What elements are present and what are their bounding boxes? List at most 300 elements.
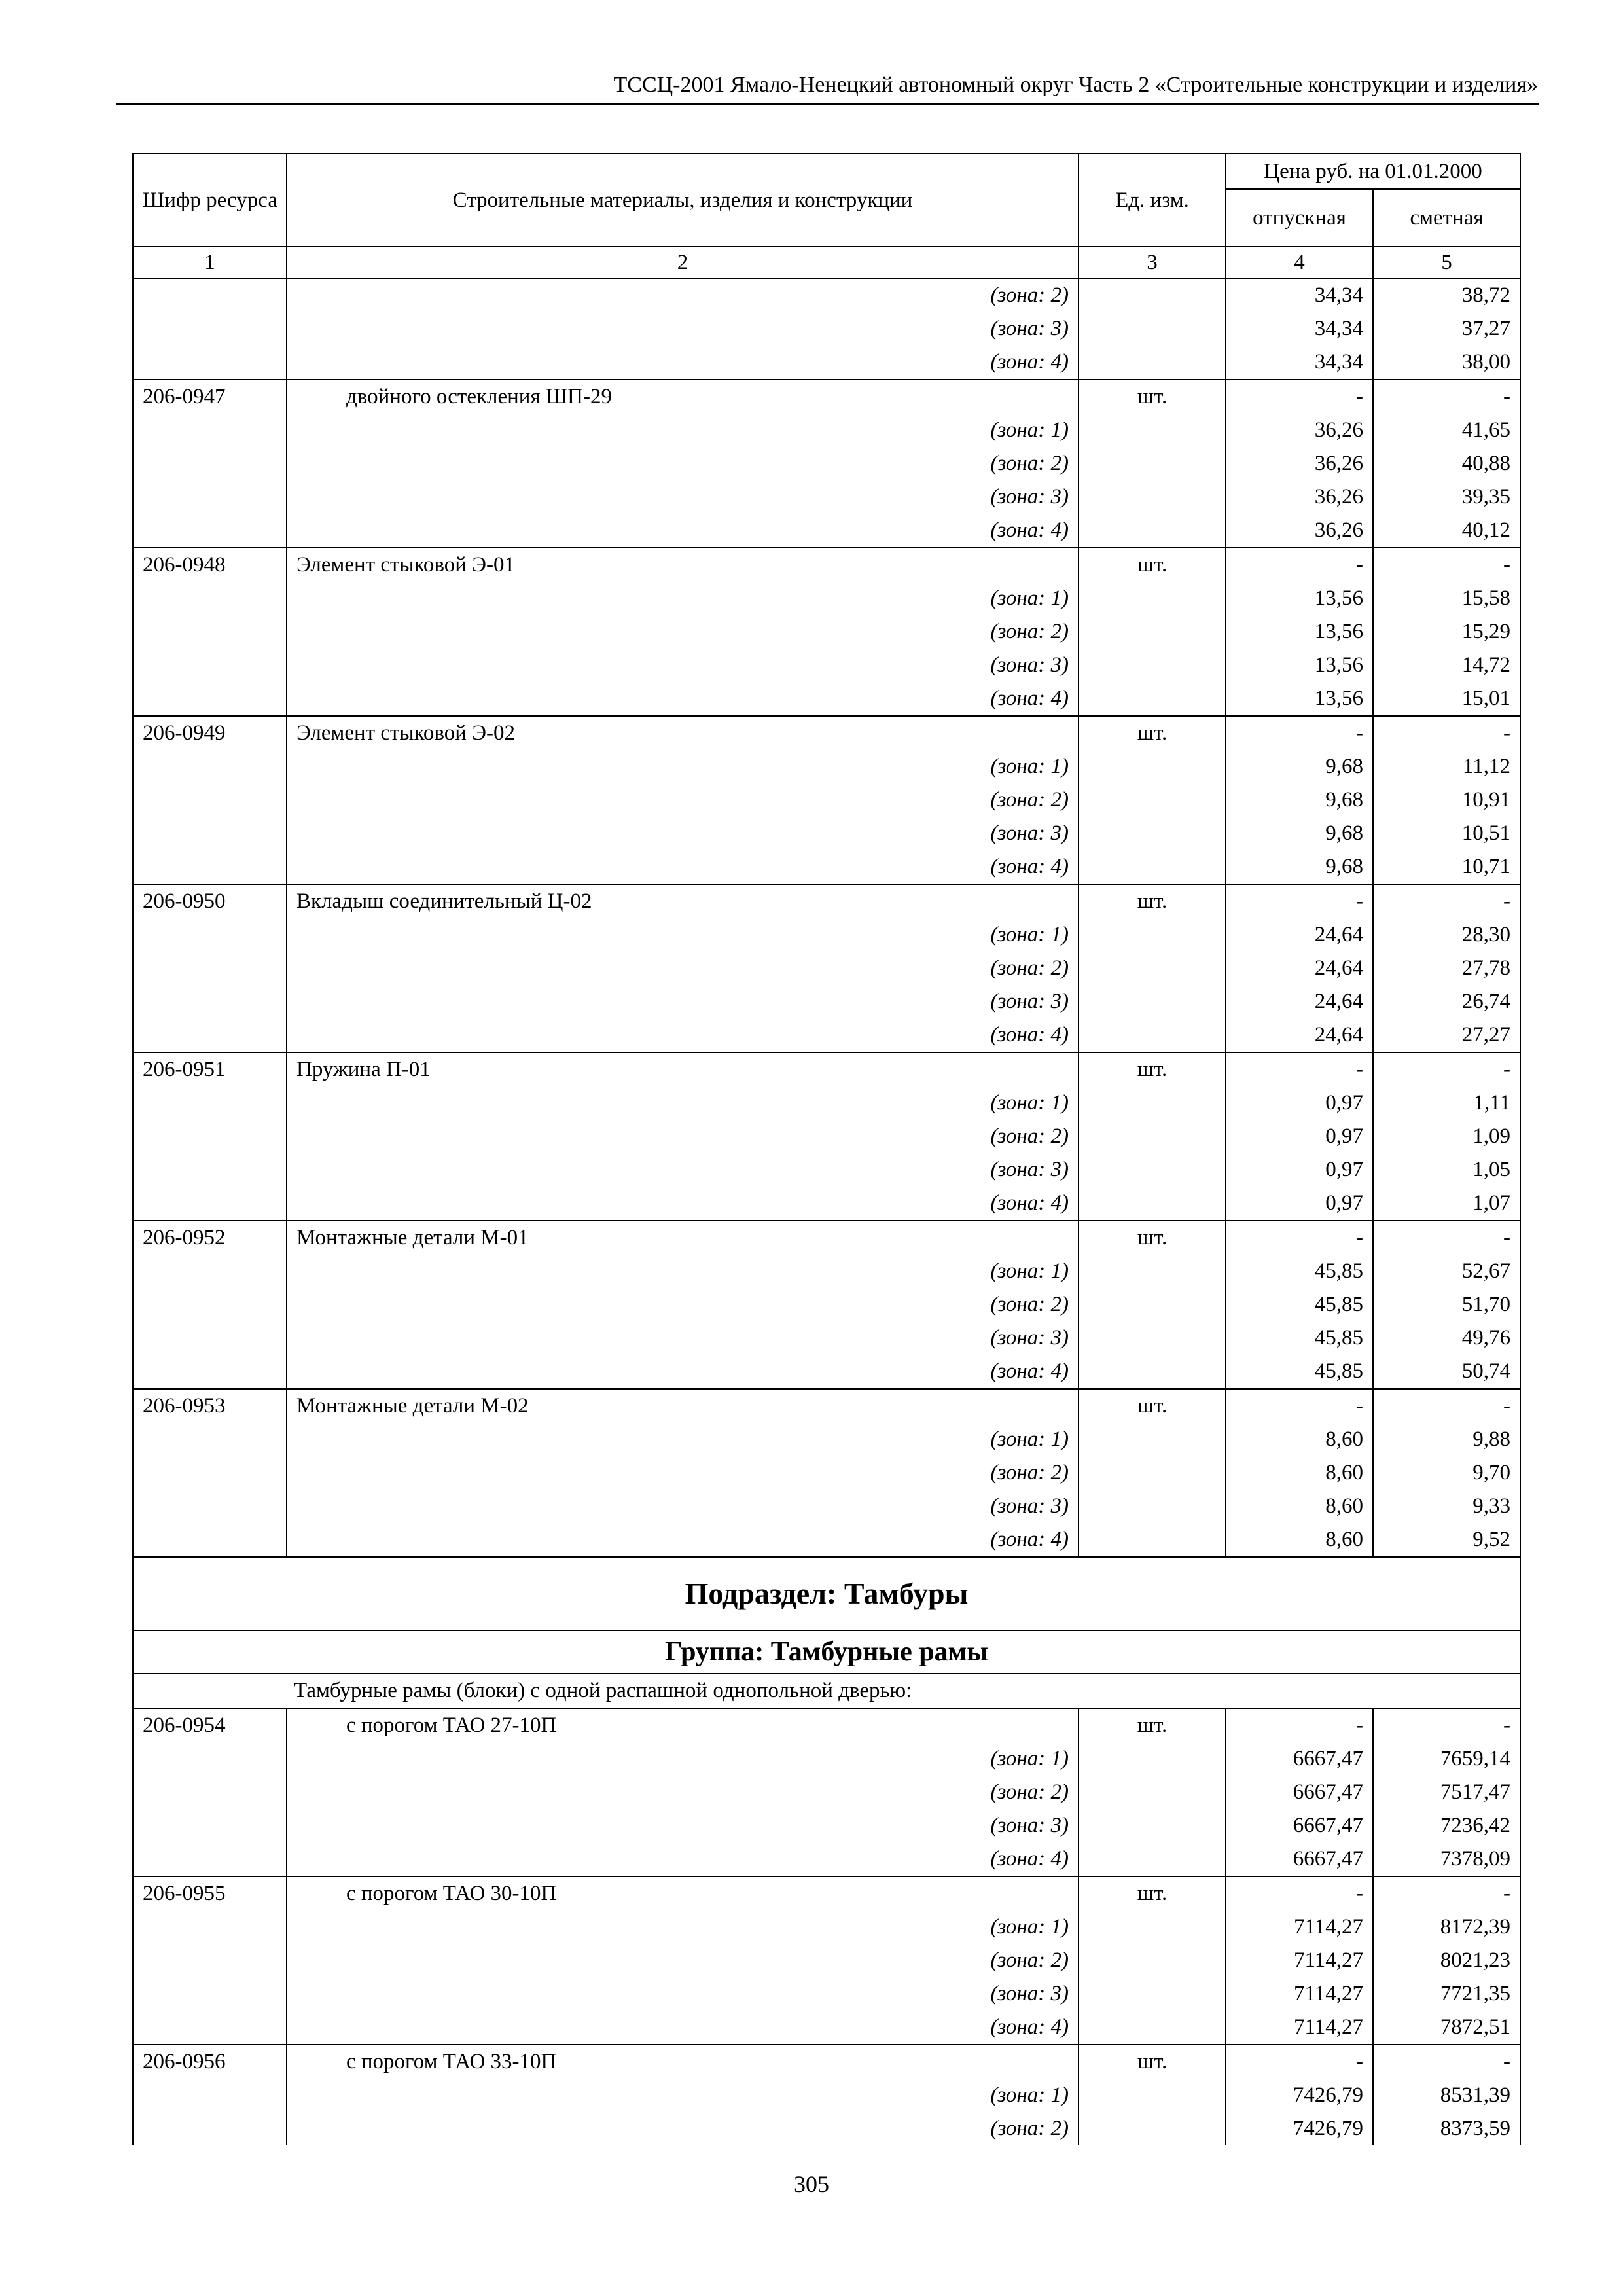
table-row [133, 1456, 1520, 1490]
table-row [133, 2079, 1520, 2112]
table-row [133, 1977, 1520, 2011]
cell-unit [1079, 2011, 1226, 2045]
header-code: Шифр ресурса [133, 154, 287, 247]
table-row [133, 985, 1520, 1018]
table-row [133, 1187, 1520, 1221]
cell-zone: (зона: 1) [287, 1910, 1079, 1944]
cell-code [133, 918, 287, 952]
section-title: Подраздел: Тамбуры [133, 1557, 1520, 1630]
cell-estimate-price: 1,09 [1373, 1120, 1520, 1153]
cell-unit [1079, 850, 1226, 884]
cell-release-price: 0,97 [1226, 1187, 1373, 1221]
cell-code: 206-0948 [133, 548, 287, 582]
cell-code [133, 952, 287, 985]
column-number: 4 [1226, 247, 1373, 278]
cell-unit [1079, 346, 1226, 380]
table-row [133, 1776, 1520, 1809]
cell-unit [1079, 1776, 1226, 1809]
cell-estimate-price: 8373,59 [1373, 2112, 1520, 2145]
cell-unit [1079, 783, 1226, 817]
cell-code [133, 1977, 287, 2011]
cell-unit [1079, 615, 1226, 649]
cell-release-price: - [1226, 1052, 1373, 1086]
cell-zone: (зона: 4) [287, 1018, 1079, 1052]
cell-release-price: 8,60 [1226, 1490, 1373, 1523]
cell-unit [1079, 985, 1226, 1018]
cell-release-price: - [1226, 548, 1373, 582]
cell-release-price: - [1226, 716, 1373, 750]
cell-code [133, 1321, 287, 1355]
cell-unit: шт. [1079, 380, 1226, 414]
cell-zone: (зона: 2) [287, 1456, 1079, 1490]
cell-code [133, 1776, 287, 1809]
cell-estimate-price: 9,70 [1373, 1456, 1520, 1490]
cell-estimate-price: 9,33 [1373, 1490, 1520, 1523]
cell-zone: (зона: 4) [287, 1842, 1079, 1876]
table-row [133, 514, 1520, 548]
cell-estimate-price: 51,70 [1373, 1288, 1520, 1321]
cell-estimate-price: 8172,39 [1373, 1910, 1520, 1944]
cell-unit [1079, 1742, 1226, 1776]
cell-estimate-price: 26,74 [1373, 985, 1520, 1018]
cell-code [133, 682, 287, 716]
cell-code [133, 414, 287, 447]
table-row [133, 1876, 1520, 1910]
cell-zone: (зона: 4) [287, 850, 1079, 884]
cell-estimate-price: - [1373, 2045, 1520, 2079]
cell-zone: (зона: 1) [287, 1255, 1079, 1288]
cell-release-price: 45,85 [1226, 1355, 1373, 1389]
cell-zone: (зона: 1) [287, 414, 1079, 447]
cell-estimate-price: 1,05 [1373, 1153, 1520, 1187]
cell-estimate-price: 9,52 [1373, 1523, 1520, 1557]
cell-unit [1079, 1086, 1226, 1120]
cell-release-price: 36,26 [1226, 447, 1373, 480]
cell-zone: (зона: 3) [287, 1977, 1079, 2011]
cell-unit: шт. [1079, 884, 1226, 918]
cell-unit [1079, 682, 1226, 716]
cell-zone: (зона: 3) [287, 1809, 1079, 1842]
cell-release-price: 9,68 [1226, 783, 1373, 817]
cell-estimate-price: - [1373, 1708, 1520, 1742]
cell-release-price: 34,34 [1226, 312, 1373, 346]
cell-code [133, 1523, 287, 1557]
cell-release-price: 9,68 [1226, 817, 1373, 850]
table-row [133, 1742, 1520, 1776]
cell-estimate-price: 27,78 [1373, 952, 1520, 985]
cell-zone: (зона: 2) [287, 783, 1079, 817]
cell-code [133, 2011, 287, 2045]
table-row [133, 850, 1520, 884]
cell-zone: (зона: 4) [287, 1523, 1079, 1557]
cell-estimate-price: 9,88 [1373, 1423, 1520, 1456]
table-row [133, 2112, 1520, 2145]
cell-zone: (зона: 2) [287, 1776, 1079, 1809]
table-row [133, 1842, 1520, 1876]
cell-estimate-price: 7378,09 [1373, 1842, 1520, 1876]
cell-code [133, 1018, 287, 1052]
cell-unit [1079, 1355, 1226, 1389]
cell-code: 206-0947 [133, 380, 287, 414]
cell-estimate-price: 41,65 [1373, 414, 1520, 447]
cell-code [133, 1288, 287, 1321]
table-row [133, 918, 1520, 952]
cell-unit: шт. [1079, 716, 1226, 750]
cell-zone: (зона: 3) [287, 817, 1079, 850]
cell-code [133, 850, 287, 884]
cell-name: двойного остекления ШП-29 [287, 380, 1079, 414]
table-row [133, 1018, 1520, 1052]
cell-zone: (зона: 2) [287, 1288, 1079, 1321]
cell-zone: (зона: 1) [287, 2079, 1079, 2112]
cell-code: 206-0949 [133, 716, 287, 750]
cell-release-price: 45,85 [1226, 1321, 1373, 1355]
cell-name: с порогом ТАО 33-10П [287, 2045, 1079, 2079]
cell-estimate-price: 7236,42 [1373, 1809, 1520, 1842]
table-row [133, 346, 1520, 380]
cell-release-price: 13,56 [1226, 682, 1373, 716]
cell-unit [1079, 952, 1226, 985]
cell-release-price: 34,34 [1226, 278, 1373, 312]
cell-estimate-price: 1,07 [1373, 1187, 1520, 1221]
cell-unit [1079, 1523, 1226, 1557]
cell-estimate-price: - [1373, 1221, 1520, 1255]
table-row [133, 783, 1520, 817]
table-row [133, 1120, 1520, 1153]
column-number: 5 [1373, 247, 1520, 278]
cell-code [133, 817, 287, 850]
table-row [133, 682, 1520, 716]
cell-code [133, 649, 287, 682]
cell-zone: (зона: 3) [287, 1153, 1079, 1187]
cell-unit [1079, 1423, 1226, 1456]
cell-name: Пружина П-01 [287, 1052, 1079, 1086]
cell-release-price: 9,68 [1226, 750, 1373, 783]
column-number: 1 [133, 247, 287, 278]
cell-code [133, 1355, 287, 1389]
cell-zone: (зона: 1) [287, 1086, 1079, 1120]
cell-code [133, 1742, 287, 1776]
cell-code: 206-0955 [133, 1876, 287, 1910]
cell-unit [1079, 1842, 1226, 1876]
cell-release-price: 8,60 [1226, 1423, 1373, 1456]
cell-code [133, 582, 287, 615]
table-row [133, 716, 1520, 750]
cell-unit [1079, 480, 1226, 514]
cell-estimate-price: 37,27 [1373, 312, 1520, 346]
header-release: отпускная [1226, 189, 1373, 247]
cell-estimate-price: 39,35 [1373, 480, 1520, 514]
table-row [133, 1423, 1520, 1456]
cell-release-price: 6667,47 [1226, 1742, 1373, 1776]
cell-unit [1079, 1809, 1226, 1842]
cell-estimate-price: - [1373, 548, 1520, 582]
cell-unit [1079, 1120, 1226, 1153]
cell-estimate-price: 7659,14 [1373, 1742, 1520, 1776]
table-row [133, 480, 1520, 514]
cell-release-price: 24,64 [1226, 952, 1373, 985]
cell-code [133, 2112, 287, 2145]
header-name: Строительные материалы, изделия и конструкции [287, 154, 1079, 247]
cell-unit [1079, 1018, 1226, 1052]
cell-release-price: 6667,47 [1226, 1809, 1373, 1842]
table-row [133, 1944, 1520, 1977]
cell-release-price: 7426,79 [1226, 2079, 1373, 2112]
group-intro: Тамбурные рамы (блоки) с одной распашной однопольной дверью: [133, 1674, 1520, 1708]
cell-zone: (зона: 2) [287, 278, 1079, 312]
cell-name: с порогом ТАО 27-10П [287, 1708, 1079, 1742]
price-table [132, 153, 1521, 2145]
cell-code: 206-0952 [133, 1221, 287, 1255]
table-row [133, 1809, 1520, 1842]
cell-estimate-price: - [1373, 1052, 1520, 1086]
cell-zone: (зона: 2) [287, 615, 1079, 649]
cell-code [133, 1120, 287, 1153]
cell-unit [1079, 1944, 1226, 1977]
cell-release-price: 36,26 [1226, 480, 1373, 514]
cell-name: Элемент стыковой Э-02 [287, 716, 1079, 750]
cell-estimate-price: 28,30 [1373, 918, 1520, 952]
table-row [133, 1153, 1520, 1187]
table-row [133, 1321, 1520, 1355]
cell-zone: (зона: 1) [287, 1423, 1079, 1456]
cell-code [133, 1809, 287, 1842]
cell-release-price: 6667,47 [1226, 1842, 1373, 1876]
header-price: Цена руб. на 01.01.2000 [1226, 154, 1520, 189]
cell-unit [1079, 1187, 1226, 1221]
table-row [133, 1255, 1520, 1288]
cell-estimate-price: 15,01 [1373, 682, 1520, 716]
cell-unit [1079, 447, 1226, 480]
cell-release-price: 6667,47 [1226, 1776, 1373, 1809]
cell-release-price: 8,60 [1226, 1456, 1373, 1490]
cell-estimate-price: 40,12 [1373, 514, 1520, 548]
cell-estimate-price: 7721,35 [1373, 1977, 1520, 2011]
cell-estimate-price: 15,58 [1373, 582, 1520, 615]
cell-code [133, 514, 287, 548]
cell-zone: (зона: 3) [287, 649, 1079, 682]
cell-name: Монтажные детали М-02 [287, 1389, 1079, 1423]
table-body-part2 [133, 1708, 1520, 2145]
cell-unit [1079, 278, 1226, 312]
cell-estimate-price: 10,71 [1373, 850, 1520, 884]
cell-estimate-price: 1,11 [1373, 1086, 1520, 1120]
cell-unit [1079, 1288, 1226, 1321]
table-row [133, 1910, 1520, 1944]
cell-zone: (зона: 4) [287, 514, 1079, 548]
cell-code [133, 2079, 287, 2112]
cell-release-price: 45,85 [1226, 1255, 1373, 1288]
cell-unit [1079, 2112, 1226, 2145]
cell-estimate-price: - [1373, 884, 1520, 918]
cell-estimate-price: 15,29 [1373, 615, 1520, 649]
table-row [133, 884, 1520, 918]
cell-code: 206-0956 [133, 2045, 287, 2079]
table-row [133, 1052, 1520, 1086]
table-row [133, 312, 1520, 346]
header-rule [116, 103, 1539, 105]
table-row [133, 1221, 1520, 1255]
table-row [133, 1288, 1520, 1321]
cell-code [133, 1423, 287, 1456]
cell-zone: (зона: 4) [287, 682, 1079, 716]
cell-zone: (зона: 3) [287, 312, 1079, 346]
cell-release-price: 7426,79 [1226, 2112, 1373, 2145]
cell-unit [1079, 1153, 1226, 1187]
cell-code [133, 480, 287, 514]
page-header: ТССЦ-2001 Ямало-Ненецкий автономный округ Часть 2 «Строительные конструкции и изделия» [613, 73, 1538, 97]
cell-zone: (зона: 4) [287, 346, 1079, 380]
cell-zone: (зона: 4) [287, 1355, 1079, 1389]
cell-estimate-price: 27,27 [1373, 1018, 1520, 1052]
table-row [133, 447, 1520, 480]
cell-estimate-price: 11,12 [1373, 750, 1520, 783]
group-title: Группа: Тамбурные рамы [133, 1630, 1520, 1674]
cell-estimate-price: 14,72 [1373, 649, 1520, 682]
cell-code: 206-0954 [133, 1708, 287, 1742]
cell-unit [1079, 414, 1226, 447]
cell-release-price: 0,97 [1226, 1120, 1373, 1153]
cell-estimate-price: - [1373, 1389, 1520, 1423]
cell-zone: (зона: 2) [287, 1120, 1079, 1153]
cell-code [133, 1255, 287, 1288]
cell-release-price: - [1226, 1876, 1373, 1910]
cell-release-price: 36,26 [1226, 514, 1373, 548]
cell-unit [1079, 649, 1226, 682]
table-row [133, 414, 1520, 447]
cell-name: с порогом ТАО 30-10П [287, 1876, 1079, 1910]
cell-release-price: 24,64 [1226, 985, 1373, 1018]
cell-unit [1079, 2079, 1226, 2112]
cell-release-price: 24,64 [1226, 1018, 1373, 1052]
cell-release-price: - [1226, 380, 1373, 414]
cell-release-price: 24,64 [1226, 918, 1373, 952]
cell-unit: шт. [1079, 1052, 1226, 1086]
cell-release-price: 0,97 [1226, 1086, 1373, 1120]
cell-unit [1079, 582, 1226, 615]
cell-release-price: 8,60 [1226, 1523, 1373, 1557]
cell-unit [1079, 1255, 1226, 1288]
cell-unit [1079, 1321, 1226, 1355]
cell-code [133, 750, 287, 783]
cell-unit [1079, 312, 1226, 346]
cell-unit [1079, 1977, 1226, 2011]
cell-estimate-price: 7517,47 [1373, 1776, 1520, 1809]
cell-estimate-price: 10,51 [1373, 817, 1520, 850]
cell-estimate-price: 50,74 [1373, 1355, 1520, 1389]
cell-release-price: 9,68 [1226, 850, 1373, 884]
header-estimate: сметная [1373, 189, 1520, 247]
cell-release-price: 13,56 [1226, 615, 1373, 649]
cell-zone: (зона: 3) [287, 985, 1079, 1018]
cell-release-price: 45,85 [1226, 1288, 1373, 1321]
cell-code [133, 615, 287, 649]
cell-code [133, 447, 287, 480]
cell-code [133, 1944, 287, 1977]
cell-estimate-price: 40,88 [1373, 447, 1520, 480]
cell-name: Монтажные детали М-01 [287, 1221, 1079, 1255]
cell-estimate-price: 8531,39 [1373, 2079, 1520, 2112]
cell-release-price: - [1226, 1221, 1373, 1255]
header-unit: Ед. изм. [1079, 154, 1226, 247]
cell-unit: шт. [1079, 1389, 1226, 1423]
table-row [133, 1389, 1520, 1423]
cell-code [133, 1842, 287, 1876]
column-number: 3 [1079, 247, 1226, 278]
cell-release-price: 13,56 [1226, 582, 1373, 615]
cell-zone: (зона: 1) [287, 918, 1079, 952]
cell-zone: (зона: 3) [287, 1321, 1079, 1355]
cell-zone: (зона: 4) [287, 1187, 1079, 1221]
cell-zone: (зона: 3) [287, 480, 1079, 514]
cell-unit [1079, 1910, 1226, 1944]
cell-name: Вкладыш соединительный Ц-02 [287, 884, 1079, 918]
cell-zone: (зона: 1) [287, 1742, 1079, 1776]
cell-release-price: 7114,27 [1226, 1977, 1373, 2011]
cell-unit: шт. [1079, 548, 1226, 582]
cell-unit [1079, 817, 1226, 850]
cell-zone: (зона: 4) [287, 2011, 1079, 2045]
table-row [133, 817, 1520, 850]
table-row [133, 582, 1520, 615]
cell-zone: (зона: 2) [287, 1944, 1079, 1977]
cell-release-price: 34,34 [1226, 346, 1373, 380]
table-row [133, 2011, 1520, 2045]
cell-code: 206-0951 [133, 1052, 287, 1086]
cell-zone: (зона: 2) [287, 447, 1079, 480]
cell-release-price: 0,97 [1226, 1153, 1373, 1187]
cell-code [133, 1187, 287, 1221]
cell-code [133, 1086, 287, 1120]
cell-estimate-price: 8021,23 [1373, 1944, 1520, 1977]
table-row [133, 1355, 1520, 1389]
table-row [133, 1490, 1520, 1523]
cell-estimate-price: 38,72 [1373, 278, 1520, 312]
cell-unit: шт. [1079, 1221, 1226, 1255]
cell-unit: шт. [1079, 1708, 1226, 1742]
cell-release-price: - [1226, 2045, 1373, 2079]
table-row [133, 2045, 1520, 2079]
table-row [133, 1086, 1520, 1120]
cell-estimate-price: 38,00 [1373, 346, 1520, 380]
cell-zone: (зона: 2) [287, 2112, 1079, 2145]
cell-unit [1079, 918, 1226, 952]
cell-release-price: - [1226, 884, 1373, 918]
table-row [133, 952, 1520, 985]
table-body-part1 [133, 278, 1520, 1557]
cell-unit [1079, 1490, 1226, 1523]
cell-release-price: 7114,27 [1226, 1944, 1373, 1977]
cell-code: 206-0950 [133, 884, 287, 918]
cell-code [133, 346, 287, 380]
table-row [133, 380, 1520, 414]
cell-unit [1079, 750, 1226, 783]
table-row [133, 649, 1520, 682]
cell-zone: (зона: 3) [287, 1490, 1079, 1523]
cell-estimate-price: - [1373, 716, 1520, 750]
cell-release-price: - [1226, 1389, 1373, 1423]
cell-unit: шт. [1079, 1876, 1226, 1910]
cell-estimate-price: 49,76 [1373, 1321, 1520, 1355]
cell-estimate-price: - [1373, 380, 1520, 414]
cell-estimate-price: 10,91 [1373, 783, 1520, 817]
cell-unit: шт. [1079, 2045, 1226, 2079]
cell-zone: (зона: 1) [287, 750, 1079, 783]
cell-code [133, 783, 287, 817]
table-row [133, 548, 1520, 582]
section-block [133, 1557, 1520, 1708]
column-number: 2 [287, 247, 1079, 278]
